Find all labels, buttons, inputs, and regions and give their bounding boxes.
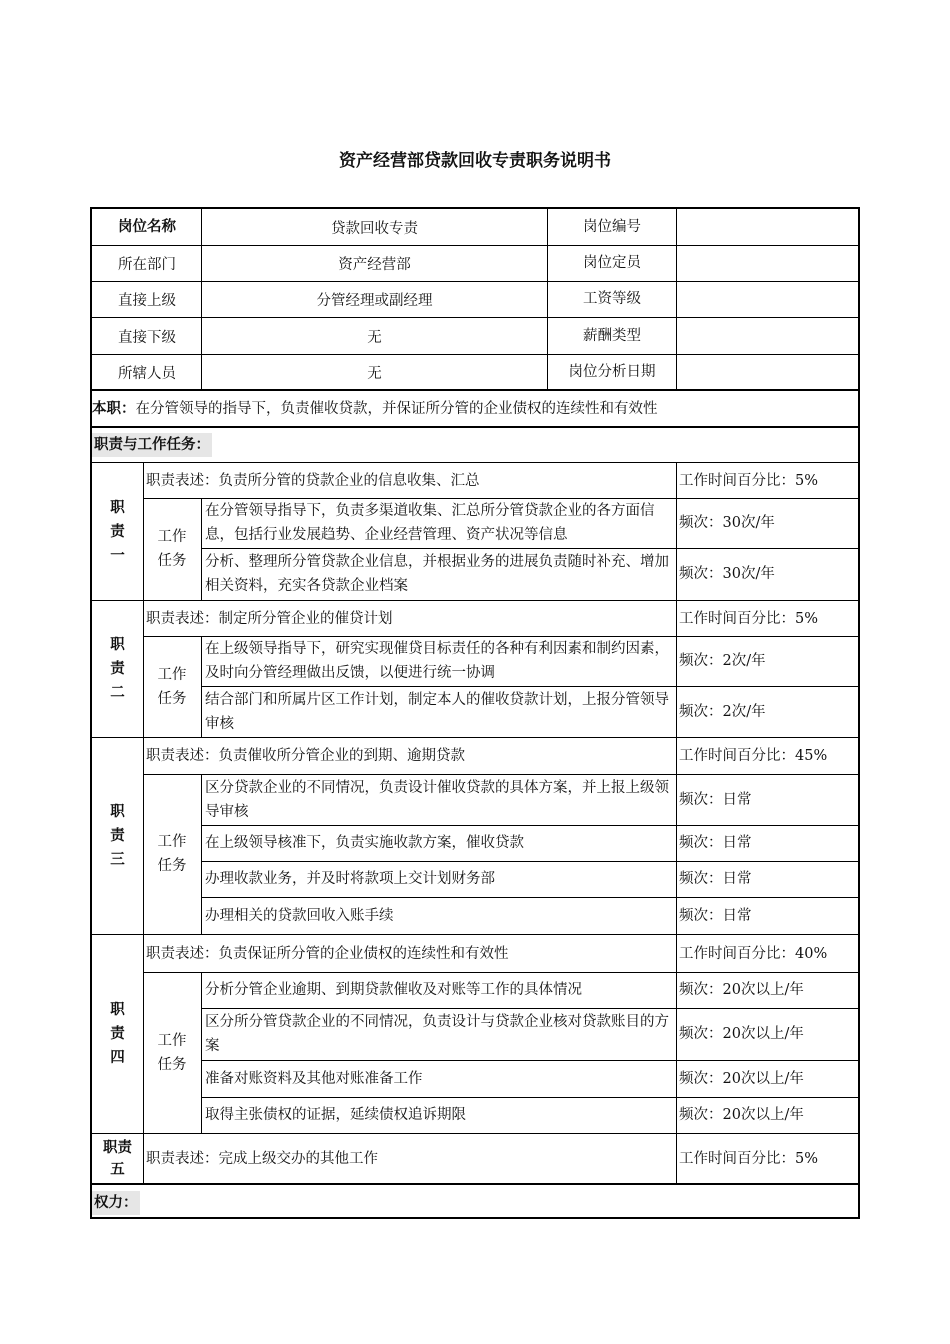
divider [201,1008,858,1009]
duty-3-task-4: 办理相关的贷款回收入账手续 [205,907,394,924]
duty-2-freq-2: 频次：2次/年 [679,703,766,720]
duty-4-task-2: 区分所分管贷款企业的不同情况，负责设计与贷款企业核对贷款账目的方案 [205,1014,669,1054]
label-staff: 所辖人员 [118,366,176,382]
duty-4-freq-1: 频次：20次以上/年 [679,982,804,998]
duty-4-task-3: 准备对账资料及其他对账准备工作 [205,1070,423,1087]
value-staff: 无 [367,366,382,382]
divider [143,972,858,973]
job-description-table [90,207,860,1219]
main-duty-row [92,391,858,426]
duty-4-freq-3: 频次：20次以上/年 [679,1070,804,1087]
duty-1-task-2: 分析、整理所分管贷款企业信息，并根据业务的进展负责随时补充、增加相关资料，充实各贷款企业档案 [205,554,669,594]
value-position-name: 贷款回收专责 [331,221,418,237]
divider [676,738,677,934]
divider [676,463,677,600]
value-pay-type [677,317,858,354]
divider [92,245,858,246]
duty-4-title: 职 责 四 [110,1002,125,1066]
duty-4-task-1: 分析分管企业逾期、到期贷款催收及对账等工作的具体情况 [205,982,582,998]
duty-4-freq-4: 频次：20次以上/年 [679,1107,804,1123]
divider [201,861,858,862]
duty-3-task-3: 办理收款业务，并及时将款项上交计划财务部 [205,871,495,887]
divider [143,1134,144,1183]
divider [143,601,144,737]
divider [201,209,202,390]
duty-4-freq-2: 频次：20次以上/年 [679,1026,804,1042]
duty-3-freq-1: 频次：日常 [679,791,752,808]
label-department: 所在部门 [118,257,176,273]
divider [676,209,677,390]
duty-4-desc: 职责表述：负责保证所分管的企业债权的连续性和有效性 [146,945,509,962]
duty-2-desc: 职责表述：制定所分管企业的催贷计划 [146,610,393,627]
document-title: 资产经营部贷款回收专责职务说明书 [339,151,611,171]
duty-3-freq-4: 频次：日常 [679,907,752,924]
value-headcount [677,245,858,281]
duty-3-freq-2: 频次：日常 [679,835,752,851]
duty-5-pct: 工作时间百分比：5% [679,1150,819,1167]
divider [201,686,858,687]
duty-3-pct: 工作时间百分比：45% [679,748,828,764]
label-subordinate: 直接下级 [118,329,176,346]
divider [201,774,202,934]
duty-1-freq-2: 频次：30次/年 [679,566,775,582]
divider [201,825,858,826]
divider [143,774,858,775]
duty-1-freq-1: 频次：30次/年 [679,515,775,531]
divider [676,1134,677,1183]
duty-4-task-label: 工作 任务 [157,1032,187,1073]
label-headcount: 岗位定员 [583,255,641,271]
value-superior: 分管经理或副经理 [316,293,433,309]
section-header: 职责与工作任务： [92,433,212,457]
label-pay-type: 薪酬类型 [583,327,641,344]
main-duty-text: 在分管领导的指导下，负责催收贷款，并保证所分管的企业债权的连续性和有效性 [135,400,658,417]
divider [547,209,548,390]
duty-3-freq-3: 频次：日常 [679,871,752,887]
divider [143,935,144,1133]
duty-3-task-2: 在上级领导核准下，负责实施收款方案，催收贷款 [205,835,524,851]
divider [92,354,858,355]
duty-1-task-1: 在分管领导指导下，负责多渠道收集、汇总所分管贷款企业的各方面信息，包括行业发展趋势、企业经营管理、资产状况等信息 [205,503,655,543]
power-label: 权力： [92,1191,140,1215]
duty-2-task-1: 在上级领导指导下，研究实现催贷目标责任的各种有利因素和制约因素，及时向分管经理做出反馈，以便进行统一协调 [205,641,669,681]
divider [143,738,144,934]
duty-1-title: 职 责 一 [110,499,125,564]
divider [143,498,858,499]
duty-5-title: 职责 五 [103,1139,132,1178]
duty-3-title: 职 责 三 [110,804,125,868]
duty-2-task-2: 结合部门和所属片区工作计划，制定本人的催收贷款计划，上报分管领导审核 [205,691,669,732]
duty-4-pct: 工作时间百分比：40% [679,945,828,962]
duty-3-task-1: 区分贷款企业的不同情况，负责设计催收贷款的具体方案，并上报上级领导审核 [205,779,669,820]
duty-2-freq-1: 频次：2次/年 [679,653,766,669]
label-superior: 直接上级 [118,293,176,309]
divider [92,317,858,318]
divider [201,498,202,600]
duty-2-title: 职 责 二 [110,637,125,701]
divider [143,636,858,637]
section-header-row [92,428,858,462]
label-position-code: 岗位编号 [583,219,641,235]
value-department: 资产经营部 [338,257,411,273]
divider [201,972,202,1133]
divider [143,463,144,600]
duty-2-task-label: 工作 任务 [157,666,187,707]
label-analysis-date: 岗位分析日期 [568,364,656,380]
duty-4-task-4: 取得主张债权的证据，延续债权追诉期限 [205,1107,466,1123]
duty-1-desc: 职责表述：负责所分管的贷款企业的信息收集、汇总 [146,472,480,489]
divider [201,1060,858,1061]
divider [676,935,677,1133]
duty-5-desc: 职责表述：完成上级交办的其他工作 [146,1150,378,1167]
label-salary-grade: 工资等级 [583,291,641,307]
divider [201,897,858,898]
duty-3-desc: 职责表述：负责催收所分管企业的到期、逾期贷款 [146,748,465,764]
duty-3-task-label: 工作 任务 [157,834,187,874]
value-analysis-date [677,354,858,390]
divider [676,601,677,737]
main-duty-label: 本职： [92,400,136,417]
duty-1-pct: 工作时间百分比：5% [679,472,819,489]
label-position-name: 岗位名称 [118,219,176,235]
duty-1-task-label: 工作 任务 [157,529,187,569]
duty-2-pct: 工作时间百分比：5% [679,610,819,627]
value-subordinate: 无 [367,329,382,346]
divider [92,281,858,282]
value-salary-grade [677,281,858,317]
divider [201,1097,858,1098]
power-row [92,1189,858,1217]
divider [201,548,858,549]
value-position-code [677,209,858,245]
divider [92,1183,858,1185]
